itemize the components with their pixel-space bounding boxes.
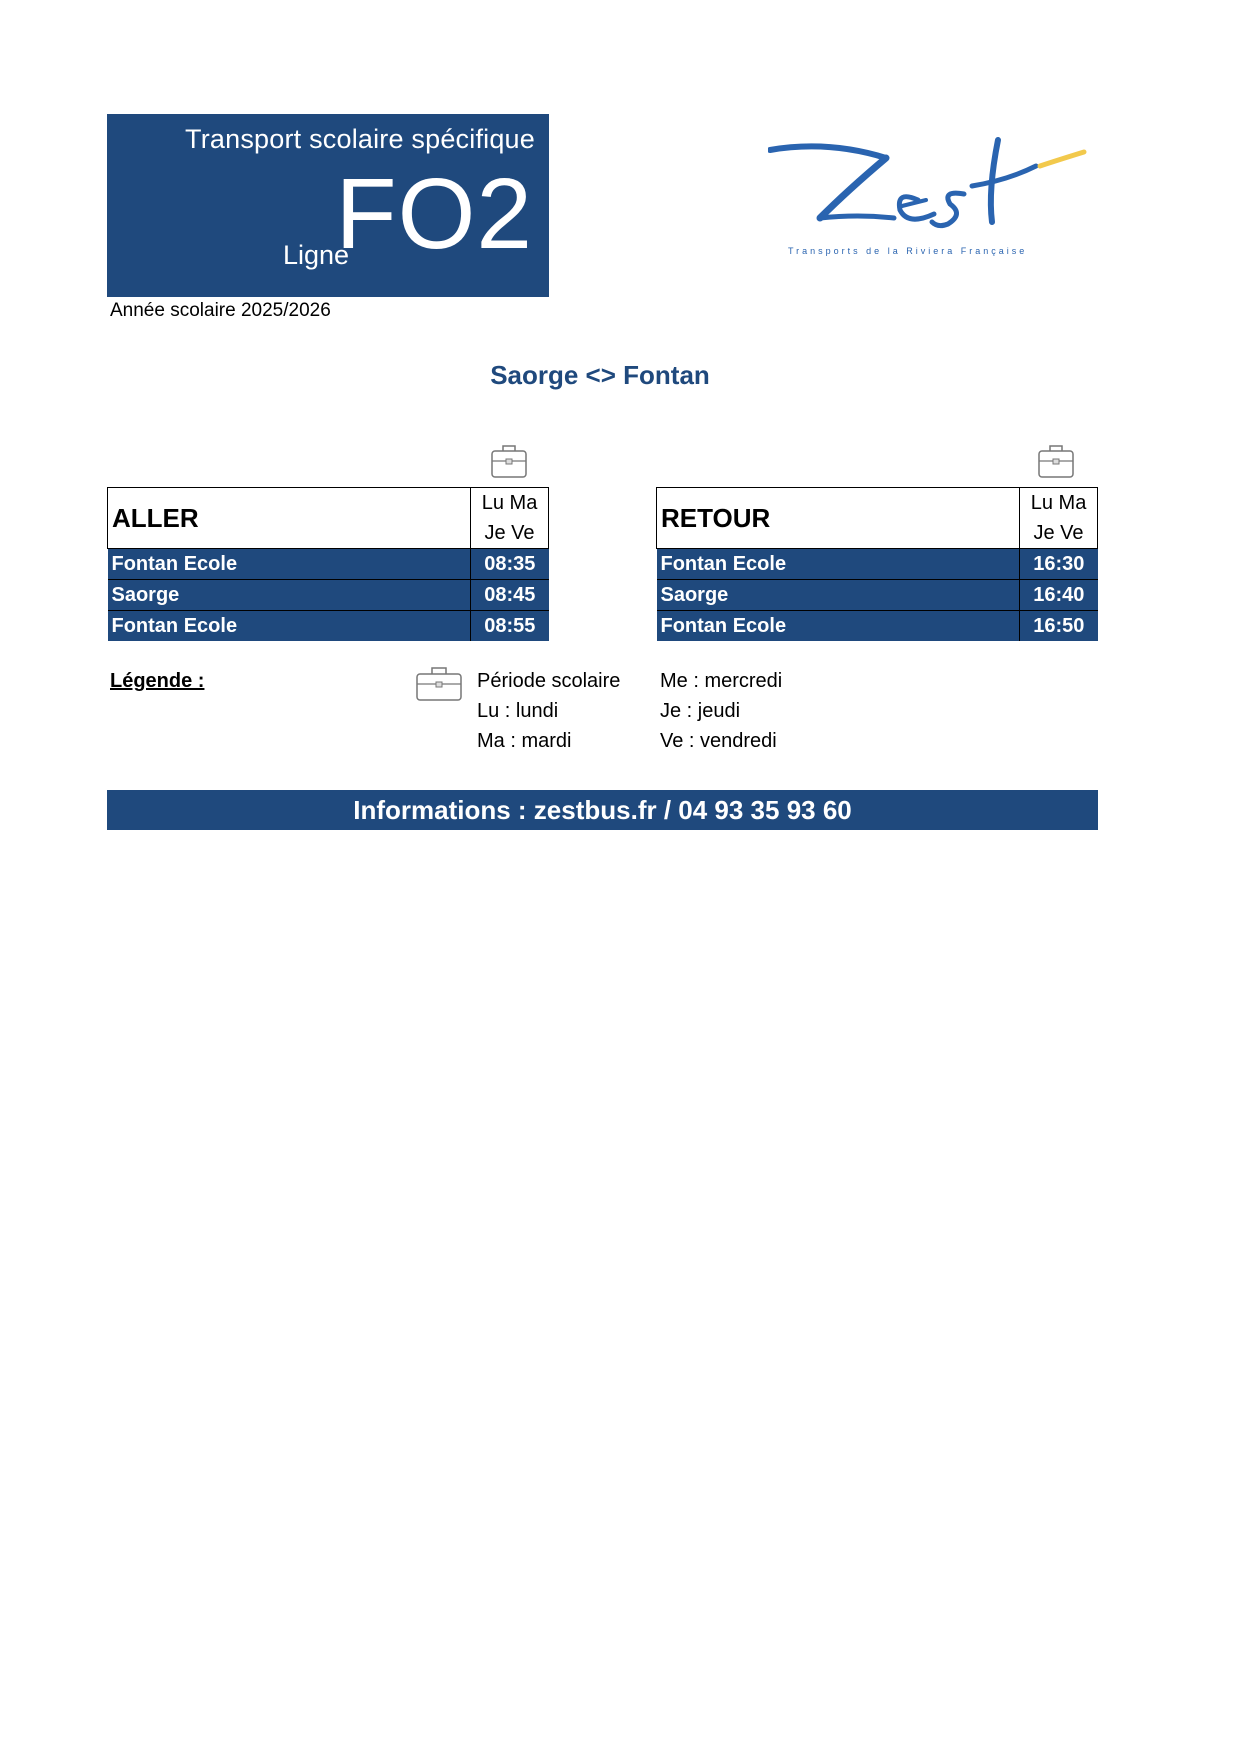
line-code: FO2 — [335, 158, 533, 270]
line-banner — [107, 114, 549, 297]
legend-ve: Ve : vendredi — [660, 730, 777, 752]
departure-time: 16:40 — [1020, 580, 1098, 611]
school-year: Année scolaire 2025/2026 — [110, 300, 331, 321]
legend-school-period: Période scolaire — [477, 670, 621, 692]
school-bag-icon — [489, 441, 529, 481]
stop-name: Fontan Ecole — [108, 611, 471, 642]
stop-name: Fontan Ecole — [108, 549, 471, 580]
legend-lu: Lu : lundi — [477, 700, 559, 722]
departure-time: 16:50 — [1020, 611, 1098, 642]
table-row — [108, 611, 549, 642]
aller-label: ALLER — [108, 488, 471, 549]
route-title: Saorge <> Fontan — [490, 360, 710, 390]
retour-timetable — [656, 487, 1098, 641]
zest-logo — [768, 130, 1088, 270]
table-row — [108, 580, 549, 611]
days-line-1: Lu Ma — [481, 492, 538, 514]
logo-tagline: Transports de la Riviera Française — [788, 246, 1028, 256]
days-line-2: Je Ve — [484, 522, 535, 544]
days-header — [1020, 488, 1098, 549]
info-footer: Informations : zestbus.fr / 04 93 35 93 60 — [107, 790, 1098, 830]
aller-timetable — [107, 487, 549, 641]
stop-name: Fontan Ecole — [657, 549, 1020, 580]
table-row — [108, 549, 549, 580]
table-header-row — [108, 488, 549, 549]
departure-time: 08:55 — [471, 611, 549, 642]
table-header-row — [657, 488, 1098, 549]
retour-label: RETOUR — [657, 488, 1020, 549]
ligne-label: Ligne — [283, 240, 350, 270]
table-row — [657, 580, 1098, 611]
departure-time: 08:45 — [471, 580, 549, 611]
school-bag-icon — [1036, 441, 1076, 481]
legend-je: Je : jeudi — [660, 700, 741, 722]
days-line-2: Je Ve — [1033, 522, 1084, 544]
school-bag-icon — [414, 662, 464, 704]
stop-name: Fontan Ecole — [657, 611, 1020, 642]
stop-name: Saorge — [657, 580, 1020, 611]
legend-ma: Ma : mardi — [477, 730, 572, 752]
banner-subtitle: Transport scolaire spécifique — [185, 124, 535, 154]
legend-title: Légende : — [110, 670, 205, 692]
table-row — [657, 611, 1098, 642]
days-header — [471, 488, 549, 549]
days-line-1: Lu Ma — [1030, 492, 1087, 514]
legend-me: Me : mercredi — [660, 670, 783, 692]
table-row — [657, 549, 1098, 580]
departure-time: 16:30 — [1020, 549, 1098, 580]
departure-time: 08:35 — [471, 549, 549, 580]
stop-name: Saorge — [108, 580, 471, 611]
